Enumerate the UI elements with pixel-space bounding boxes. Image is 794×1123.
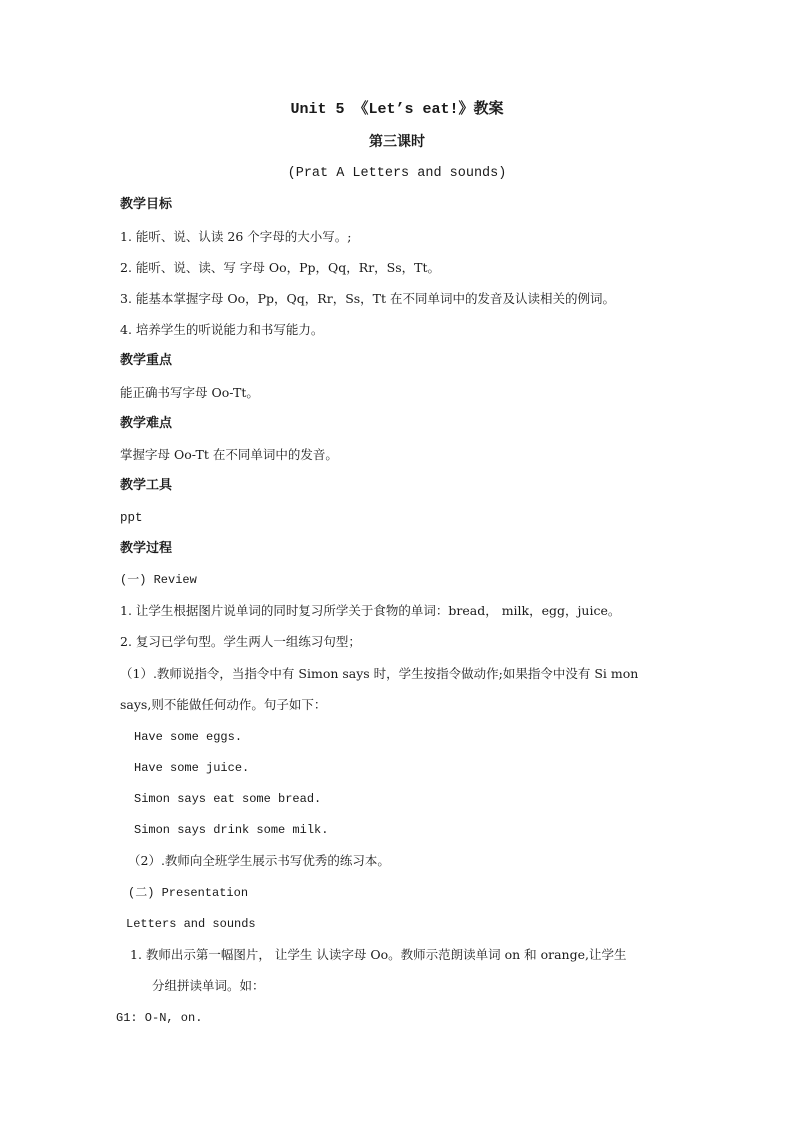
review-sub-1-line-1: （1）.教师说指令，当指令中有 Simon says 时，学生按指令做动作;如果指令中没有 Si mon	[120, 666, 639, 681]
lesson-part: (Prat A Letters and sounds)	[287, 166, 507, 181]
lesson-number: 第三课时	[369, 134, 425, 150]
review-step-1: 1. 让学生根据图片说单词的同时复习所学关于食物的单词：bread， milk，egg，juice。	[120, 603, 621, 618]
example-sentence: Have some eggs.	[134, 730, 243, 744]
example-sentence: Simon says eat some bread.	[134, 792, 322, 806]
objectives-heading: 教学目标	[120, 197, 173, 212]
review-sub-2: （2）.教师向全班学生展示书写优秀的练习本。	[128, 853, 390, 868]
presentation-step-1-line-1: 1. 教师出示第一幅图片， 让学生 认读字母 Oo。教师示范朗读单词 on 和 orange,让学生	[130, 947, 627, 962]
presentation-topic: Letters and sounds	[126, 917, 256, 931]
review-sub-1-line-2: says,则不能做任何动作。句子如下：	[120, 697, 327, 712]
difficulties-text: 掌握字母 Oo-Tt 在不同单词中的发音。	[120, 447, 338, 462]
presentation-step-1-line-2: 分组拼读单词。如：	[152, 978, 265, 993]
process-heading: 教学过程	[120, 541, 173, 556]
objective-item: 1. 能听、说、认读 26 个字母的大小写。;	[120, 229, 352, 244]
tools-heading: 教学工具	[120, 478, 173, 493]
key-points-heading: 教学重点	[120, 353, 173, 368]
tools-text: ppt	[120, 511, 143, 525]
objective-item: 4. 培养学生的听说能力和书写能力。	[120, 322, 324, 337]
presentation-example: G1: O-N, on.	[116, 1011, 203, 1025]
example-sentence: Simon says drink some milk.	[134, 823, 329, 837]
example-sentence: Have some juice.	[134, 761, 250, 775]
key-points-text: 能正确书写字母 Oo-Tt。	[120, 385, 259, 400]
presentation-label: (二) Presentation	[128, 886, 249, 900]
review-label: (一) Review	[120, 573, 197, 587]
difficulties-heading: 教学难点	[120, 416, 173, 431]
document-title: Unit 5 《Let’s eat!》教案	[290, 101, 504, 118]
objective-item: 2. 能听、说、读、写 字母 Oo，Pp，Qq，Rr，Ss，Tt。	[120, 260, 441, 275]
review-step-2: 2. 复习已学句型。学生两人一组练习句型；	[120, 634, 361, 649]
objective-item: 3. 能基本掌握字母 Oo，Pp，Qq，Rr，Ss，Tt 在不同单词中的发音及认读相关的例词。	[120, 291, 616, 306]
